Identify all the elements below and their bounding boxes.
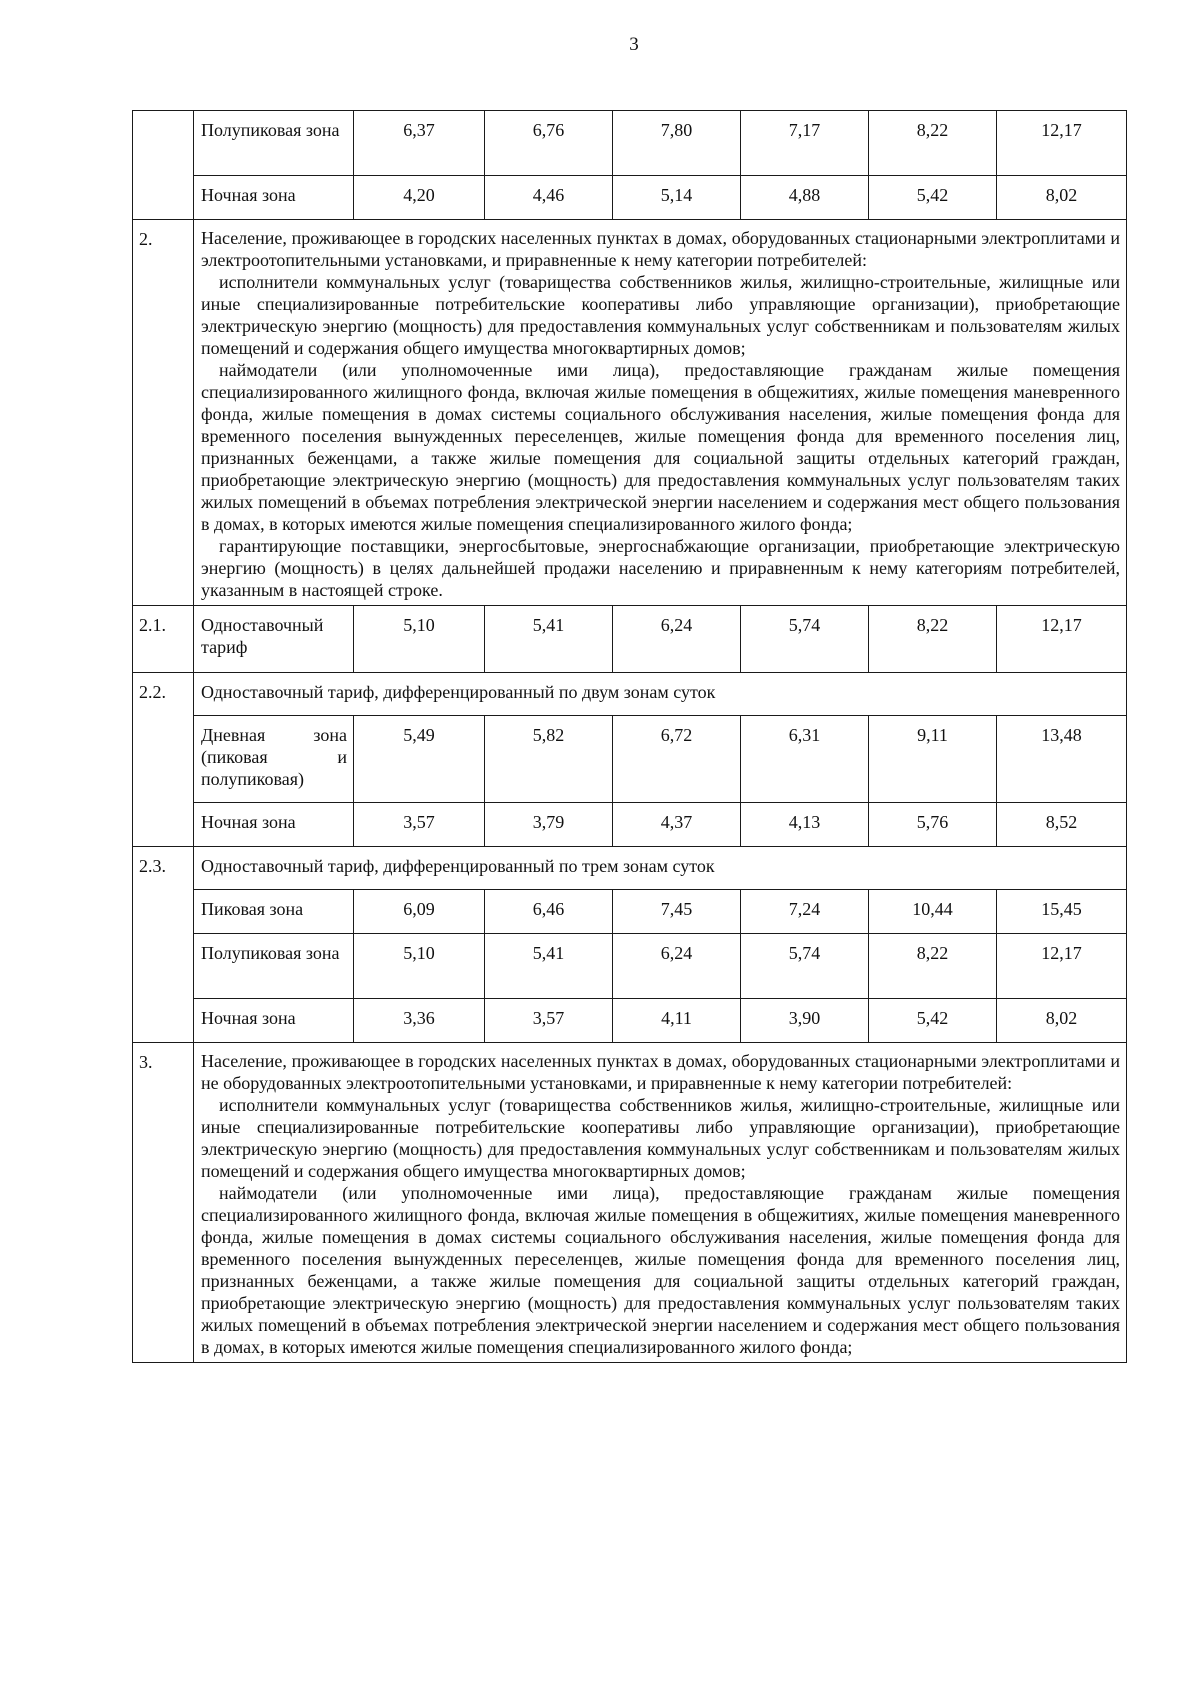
paragraph: Население, проживающее в городских населенных пунктах в домах, оборудованных стационарными электроплитами и не оборудованных электроотопительными установками, и приравненные к нему категории потребителей: [201,1051,1120,1093]
value-cell: 3,90 [741,999,869,1043]
table-row-2-2-heading [133,673,1127,716]
zone-label: Пиковая зона [194,890,354,934]
value-cell: 4,20 [354,176,485,220]
row-number: 2.1. [133,606,194,673]
value-cell: 5,42 [869,176,997,220]
table-row-2-1 [133,606,1127,673]
value-cell: 13,48 [997,716,1127,803]
label-part: и [337,747,347,767]
value-cell: 5,49 [354,716,485,803]
zone-label: Полупиковая зона [194,934,354,999]
table-row-2-3-heading [133,847,1127,890]
value-cell: 4,46 [485,176,613,220]
value-cell: 6,24 [613,934,741,999]
value-cell: 3,57 [354,803,485,847]
value-cell: 8,22 [869,111,997,176]
label-part: полупиковая) [201,769,304,789]
section-2-row [133,220,1127,606]
value-cell: 3,57 [485,999,613,1043]
paragraph: исполнители коммунальных услуг (товарищества собственников жилья, жилищно-строительные, жилищные или иные специализированные потребительские кооперативы либо управляющие организации), приобретающие электрическую энергию (мощность) для предоставления коммунальных услуг собственникам и пользователям жилых помещений и содержания общего имущества многоквартирных домов; [201,1095,1120,1181]
paragraph: Население, проживающее в городских населенных пунктах в домах, оборудованных стационарными электроплитами и электроотопительными установками, и приравненные к нему категории потребителей: [201,228,1120,270]
value-cell: 4,11 [613,999,741,1043]
section-number: 3. [133,1043,194,1363]
value-cell: 6,24 [613,606,741,673]
value-cell: 7,17 [741,111,869,176]
row-number-cell [133,111,194,220]
value-cell: 8,02 [997,999,1127,1043]
zone-label [194,716,354,803]
value-cell: 5,42 [869,999,997,1043]
value-cell: 12,17 [997,934,1127,999]
value-cell: 5,10 [354,606,485,673]
zone-label: Полупиковая зона [194,111,354,176]
table-row-2-2-night [133,803,1127,847]
paragraph: наймодатели (или уполномоченные ими лица), предоставляющие гражданам жилые помещения специализированного жилищного фонда, включая жилые помещения в общежитиях, жилые помещения маневренного фонда, жилые помещения в домах системы социального обслуживания населения, жилые помещения фонда для временного поселения вынужденных переселенцев, жилые помещения фонда для временного поселения лиц, признанных беженцами, а также жилые помещения для социальной защиты отдельных категорий граждан, приобретающие электрическую энергию (мощность) для предоставления коммунальных услуг пользователям таких жилых помещений в объемах потребления электрической энергии населением и содержания мест общего пользования в домах, в которых имеются жилые помещения специализированного жилого фонда; [201,360,1120,534]
label-part: Дневная [201,725,266,745]
value-cell: 6,46 [485,890,613,934]
zone-label: Ночная зона [194,176,354,220]
tariff-label: Одноставочный тариф [194,606,354,673]
value-cell: 5,41 [485,606,613,673]
label-part: (пиковая [201,747,268,767]
value-cell: 6,09 [354,890,485,934]
page-number: 3 [629,34,639,55]
value-cell: 12,17 [997,606,1127,673]
tariff-heading: Одноставочный тариф, дифференцированный по двум зонам суток [194,673,1127,716]
value-cell: 6,37 [354,111,485,176]
value-cell: 8,02 [997,176,1127,220]
row-number: 2.2. [133,673,194,847]
value-cell: 15,45 [997,890,1127,934]
value-cell: 6,31 [741,716,869,803]
value-cell: 8,52 [997,803,1127,847]
paragraph: наймодатели (или уполномоченные ими лица), предоставляющие гражданам жилые помещения специализированного жилищного фонда, включая жилые помещения в общежитиях, жилые помещения маневренного фонда, жилые помещения в домах системы социального обслуживания населения, жилые помещения фонда для временного поселения вынужденных переселенцев, жилые помещения фонда для временного поселения лиц, признанных беженцами, а также жилые помещения для социальной защиты отдельных категорий граждан, приобретающие электрическую энергию (мощность) для предоставления коммунальных услуг пользователям таких жилых помещений в объемах потребления электрической энергии населением и содержания мест общего пользования в домах, в которых имеются жилые помещения специализированного жилого фонда; [201,1183,1120,1357]
value-cell: 5,10 [354,934,485,999]
value-cell: 8,22 [869,606,997,673]
value-cell: 5,74 [741,934,869,999]
value-cell: 4,88 [741,176,869,220]
zone-label: Ночная зона [194,999,354,1043]
value-cell: 7,24 [741,890,869,934]
value-cell: 9,11 [869,716,997,803]
value-cell: 7,45 [613,890,741,934]
table-row-semi-peak-continued [133,111,1127,176]
value-cell: 7,80 [613,111,741,176]
table-row-2-2-day [133,716,1127,803]
value-cell: 4,37 [613,803,741,847]
row-number: 2.3. [133,847,194,1043]
table-row-2-3-night [133,999,1127,1043]
paragraph: гарантирующие поставщики, энергосбытовые, энергоснабжающие организации, приобретающие электрическую энергию (мощность) в целях дальнейшей продажи населению и приравненным к нему категориям потребителей, указанным в настоящей строке. [201,536,1120,600]
value-cell: 5,76 [869,803,997,847]
value-cell: 8,22 [869,934,997,999]
section-3-description [194,1043,1127,1363]
value-cell: 3,79 [485,803,613,847]
paragraph: исполнители коммунальных услуг (товарищества собственников жилья, жилищно-строительные, жилищные или иные специализированные потребительские кооперативы либо управляющие организации), приобретающие электрическую энергию (мощность) для предоставления коммунальных услуг собственникам и пользователям жилых помещений и содержания общего имущества многоквартирных домов; [201,272,1120,358]
section-number: 2. [133,220,194,606]
value-cell: 3,36 [354,999,485,1043]
value-cell: 5,14 [613,176,741,220]
tariff-table [132,110,1127,1363]
zone-label: Ночная зона [194,803,354,847]
table-row-2-3-peak [133,890,1127,934]
section-3-row [133,1043,1127,1363]
value-cell: 12,17 [997,111,1127,176]
value-cell: 10,44 [869,890,997,934]
tariff-heading: Одноставочный тариф, дифференцированный по трем зонам суток [194,847,1127,890]
section-2-description [194,220,1127,606]
value-cell: 6,76 [485,111,613,176]
table-row-night-continued [133,176,1127,220]
value-cell: 5,82 [485,716,613,803]
table-row-2-3-semi-peak [133,934,1127,999]
value-cell: 5,41 [485,934,613,999]
label-part: зона [313,725,347,745]
value-cell: 6,72 [613,716,741,803]
value-cell: 5,74 [741,606,869,673]
value-cell: 4,13 [741,803,869,847]
